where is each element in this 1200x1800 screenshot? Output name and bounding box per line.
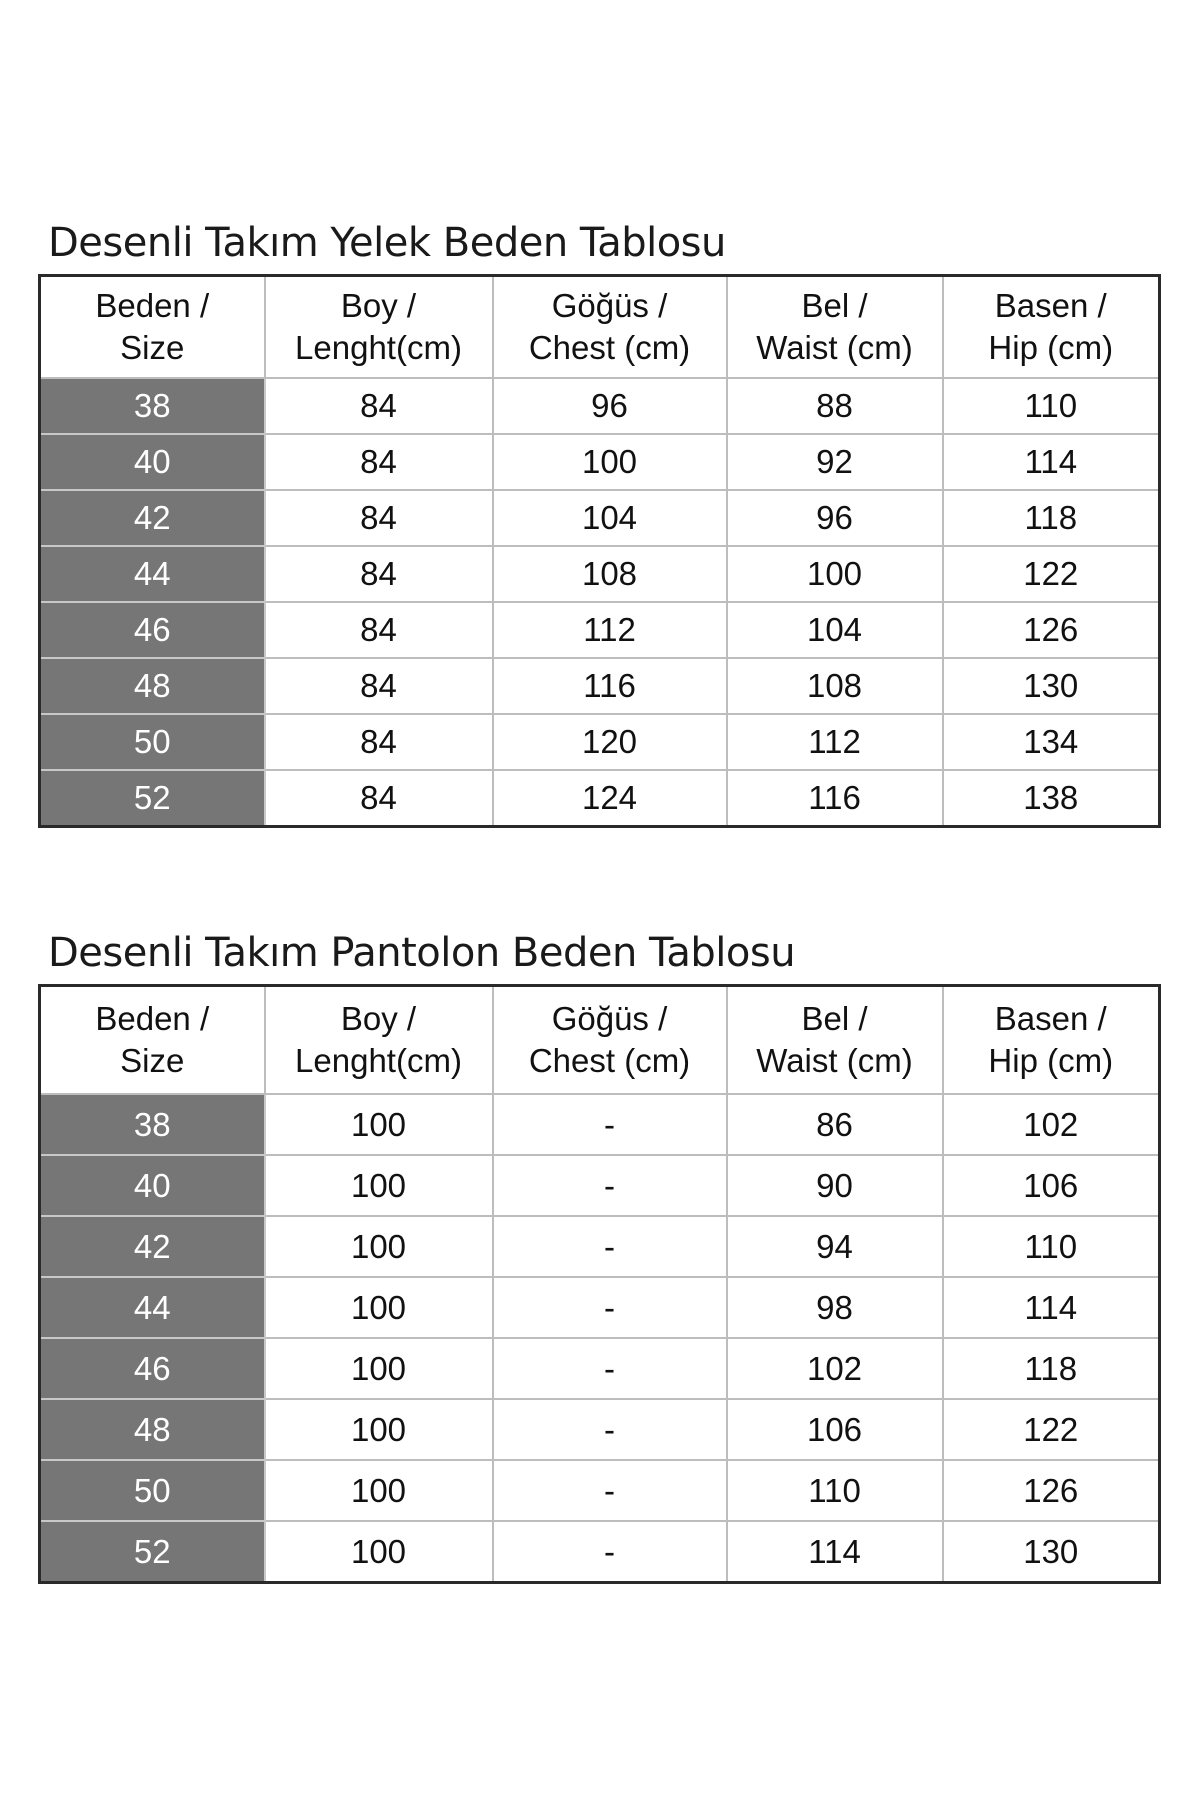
cell-length: 100: [265, 1521, 493, 1583]
trousers-table-body: [40, 1094, 1160, 1583]
cell-size: 38: [40, 1094, 265, 1155]
cell-length: 84: [265, 546, 493, 602]
header-hip: Basen / Hip (cm): [943, 986, 1160, 1095]
cell-chest: -: [493, 1521, 727, 1583]
cell-hip: 114: [943, 434, 1160, 490]
cell-waist: 102: [727, 1338, 943, 1399]
table-row: [40, 1216, 1160, 1277]
cell-size: 42: [40, 490, 265, 546]
cell-chest: -: [493, 1216, 727, 1277]
cell-waist: 86: [727, 1094, 943, 1155]
cell-chest: 120: [493, 714, 727, 770]
cell-waist: 100: [727, 546, 943, 602]
cell-hip: 122: [943, 546, 1160, 602]
cell-chest: 96: [493, 378, 727, 434]
cell-chest: -: [493, 1277, 727, 1338]
cell-waist: 110: [727, 1460, 943, 1521]
cell-size: 44: [40, 546, 265, 602]
cell-chest: -: [493, 1460, 727, 1521]
cell-size: 52: [40, 1521, 265, 1583]
header-chest: Göğüs / Chest (cm): [493, 986, 727, 1095]
vest-size-section: [38, 218, 1161, 828]
cell-size: 48: [40, 1399, 265, 1460]
cell-length: 84: [265, 714, 493, 770]
cell-hip: 122: [943, 1399, 1160, 1460]
cell-hip: 126: [943, 1460, 1160, 1521]
cell-hip: 110: [943, 378, 1160, 434]
cell-chest: 124: [493, 770, 727, 827]
cell-length: 100: [265, 1216, 493, 1277]
cell-length: 84: [265, 602, 493, 658]
cell-waist: 108: [727, 658, 943, 714]
cell-size: 50: [40, 714, 265, 770]
table-row: [40, 546, 1160, 602]
cell-size: 52: [40, 770, 265, 827]
cell-length: 84: [265, 378, 493, 434]
cell-size: 42: [40, 1216, 265, 1277]
table-row: [40, 1399, 1160, 1460]
table-row: [40, 1521, 1160, 1583]
cell-hip: 130: [943, 1521, 1160, 1583]
cell-hip: 102: [943, 1094, 1160, 1155]
cell-hip: 106: [943, 1155, 1160, 1216]
table-row: [40, 658, 1160, 714]
cell-length: 84: [265, 770, 493, 827]
cell-length: 100: [265, 1399, 493, 1460]
table-row: [40, 770, 1160, 827]
header-hip: Basen / Hip (cm): [943, 276, 1160, 379]
cell-hip: 118: [943, 490, 1160, 546]
cell-hip: 134: [943, 714, 1160, 770]
cell-size: 40: [40, 1155, 265, 1216]
cell-size: 46: [40, 602, 265, 658]
cell-length: 100: [265, 1338, 493, 1399]
vest-table-title: Desenli Takım Yelek Beden Tablosu: [48, 220, 726, 266]
header-size: Beden / Size: [40, 986, 265, 1095]
header-row: [40, 986, 1160, 1095]
cell-waist: 96: [727, 490, 943, 546]
cell-length: 100: [265, 1277, 493, 1338]
cell-size: 40: [40, 434, 265, 490]
cell-waist: 106: [727, 1399, 943, 1460]
cell-chest: 112: [493, 602, 727, 658]
cell-chest: 100: [493, 434, 727, 490]
cell-waist: 92: [727, 434, 943, 490]
cell-length: 84: [265, 434, 493, 490]
cell-chest: 116: [493, 658, 727, 714]
cell-length: 100: [265, 1155, 493, 1216]
cell-waist: 88: [727, 378, 943, 434]
trousers-table-title: Desenli Takım Pantolon Beden Tablosu: [48, 930, 796, 976]
header-size: Beden / Size: [40, 276, 265, 379]
trousers-size-table: [38, 984, 1161, 1584]
header-waist: Bel / Waist (cm): [727, 276, 943, 379]
header-length: Boy / Lenght(cm): [265, 986, 493, 1095]
cell-length: 100: [265, 1460, 493, 1521]
vest-size-table: [38, 274, 1161, 828]
cell-hip: 114: [943, 1277, 1160, 1338]
cell-length: 84: [265, 490, 493, 546]
header-length: Boy / Lenght(cm): [265, 276, 493, 379]
cell-hip: 130: [943, 658, 1160, 714]
cell-length: 84: [265, 658, 493, 714]
cell-waist: 104: [727, 602, 943, 658]
header-chest: Göğüs / Chest (cm): [493, 276, 727, 379]
cell-chest: -: [493, 1399, 727, 1460]
cell-waist: 112: [727, 714, 943, 770]
table-row: [40, 1338, 1160, 1399]
cell-chest: 104: [493, 490, 727, 546]
header-row: [40, 276, 1160, 379]
table-row: [40, 1460, 1160, 1521]
cell-hip: 118: [943, 1338, 1160, 1399]
table-row: [40, 602, 1160, 658]
table-row: [40, 378, 1160, 434]
trousers-size-section: [38, 928, 1161, 1584]
cell-chest: 108: [493, 546, 727, 602]
cell-chest: -: [493, 1094, 727, 1155]
vest-table-body: [40, 378, 1160, 827]
cell-chest: -: [493, 1338, 727, 1399]
table-row: [40, 714, 1160, 770]
cell-waist: 116: [727, 770, 943, 827]
cell-size: 50: [40, 1460, 265, 1521]
cell-chest: -: [493, 1155, 727, 1216]
table-row: [40, 1094, 1160, 1155]
cell-hip: 126: [943, 602, 1160, 658]
cell-hip: 110: [943, 1216, 1160, 1277]
table-row: [40, 434, 1160, 490]
table-row: [40, 490, 1160, 546]
cell-waist: 98: [727, 1277, 943, 1338]
cell-waist: 90: [727, 1155, 943, 1216]
cell-size: 46: [40, 1338, 265, 1399]
header-waist: Bel / Waist (cm): [727, 986, 943, 1095]
cell-size: 38: [40, 378, 265, 434]
cell-waist: 94: [727, 1216, 943, 1277]
table-row: [40, 1277, 1160, 1338]
cell-length: 100: [265, 1094, 493, 1155]
cell-hip: 138: [943, 770, 1160, 827]
cell-size: 44: [40, 1277, 265, 1338]
cell-waist: 114: [727, 1521, 943, 1583]
table-row: [40, 1155, 1160, 1216]
cell-size: 48: [40, 658, 265, 714]
